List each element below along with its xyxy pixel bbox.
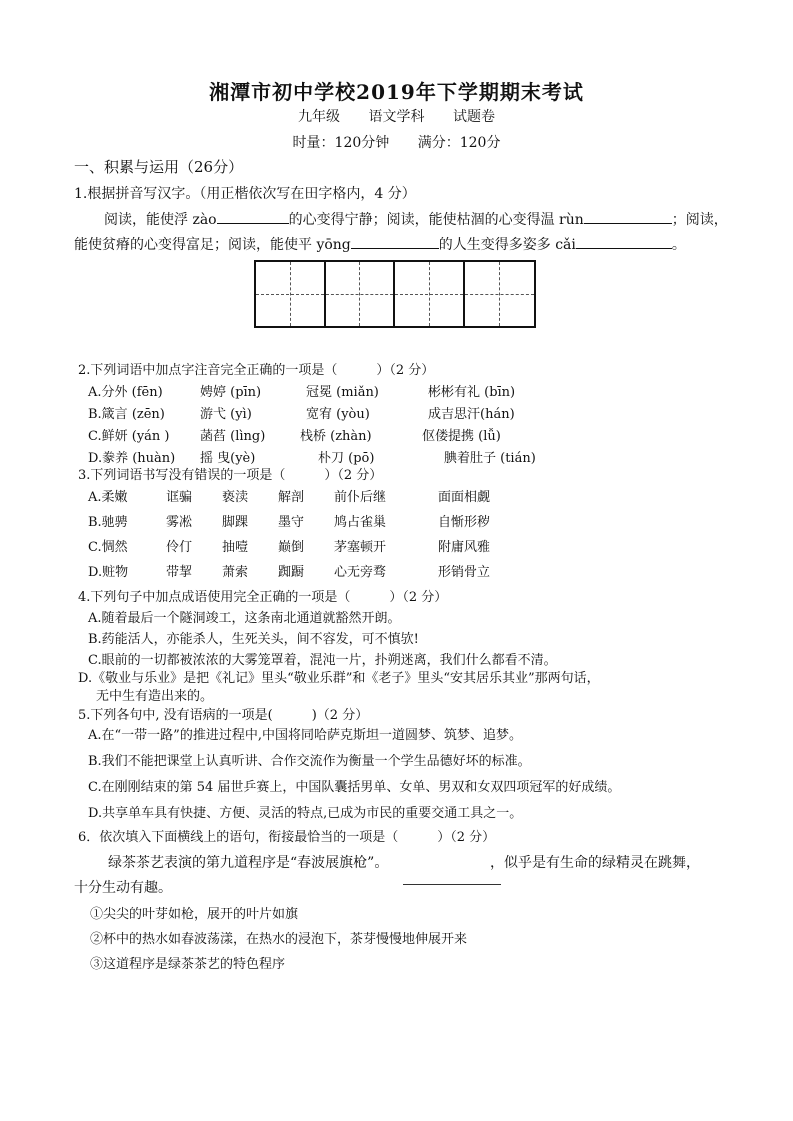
time-label: 时量：120分钟: [292, 135, 390, 151]
q5-option-a: A.在“一带一路”的推进过程中,中国将同哈萨克斯坦一道圆梦、筑梦、追梦。: [88, 728, 522, 743]
exam-meta: [0, 132, 793, 152]
q3-stem: 3.下列词语书写没有错误的一项是（ ）（2 分）: [78, 468, 383, 483]
q5-option-d: D.共享单车具有快捷、方便、灵活的特点,已成为市民的重要交通工具之一。: [88, 806, 523, 821]
answer-blank[interactable]: [351, 234, 439, 249]
q3-option-row: A.柔嫩 诓骗 亵渎 解剖 前仆后继 面面相觑: [88, 490, 491, 505]
q2-stem: 2.下列词语中加点字注音完全正确的一项是（ ）（2 分）: [78, 363, 435, 378]
q2-option-row: C.鲜妍 (yán ) 菡萏 (lìng) 栈桥 (zhàn) 伛偻提携 (lǚ): [88, 429, 501, 444]
answer-blank[interactable]: [584, 209, 672, 224]
answer-blank[interactable]: [217, 209, 289, 224]
q6-sentence-3: ③这道程序是绿茶茶艺的特色程序: [90, 957, 286, 972]
q4-stem: 4.下列句子中加点成语使用完全正确的一项是（ ）（2 分）: [78, 590, 448, 605]
q6-stem: 6．依次填入下面横线上的语句，衔接最恰当的一项是（ ）（2 分）: [78, 830, 496, 845]
q3-option-row: C.惆然 伶仃 抽噎 巅倒 茅塞顿开 附庸风雅: [88, 540, 491, 555]
answer-blank[interactable]: [576, 234, 672, 249]
q4-option-b: B.药能活人，亦能杀人，生死关头，间不容发，可不慎欤!: [88, 632, 419, 647]
q5-option-b: B.我们不能把课堂上认真听讲、合作交流作为衡量一个学生品德好坏的标准。: [88, 754, 531, 769]
tianzige-cell[interactable]: [465, 262, 534, 326]
q5-option-c: C.在刚刚结束的第 54 届世乒赛上，中国队囊括男单、女单、男双和女双四项冠军的好成绩。: [88, 780, 621, 795]
q4-option-d: D.《敬业与乐业》是把《礼记》里头“敬业乐群”和《老子》里头“安其居乐其业”那两句话，: [78, 671, 600, 686]
q6-passage-line1: 绿茶茶艺表演的第九道程序是“春波展旗枪”。: [108, 855, 389, 871]
q6-passage-line2: 十分生动有趣。: [74, 880, 172, 896]
q2-option-row: D.豢养 (huàn) 摇 曳(yè) 朴刀 (pō) 腆着肚子 (tián): [88, 451, 536, 466]
exam-subtitle: [0, 106, 793, 126]
q2-option-row: B.箴言 (zēn) 游弋 (yì) 宽宥 (yòu) 成吉思汗(hán): [88, 407, 515, 422]
q4-option-c: C.眼前的一切都被浓浓的大雾笼罩着，混沌一片，扑朔迷离，我们什么都看不清。: [88, 653, 557, 668]
paper-label: 试题卷: [452, 109, 495, 125]
q6-passage-line1-end: ，似乎是有生命的绿精灵在跳舞，: [490, 855, 700, 871]
tianzige-cell[interactable]: [256, 262, 326, 326]
section-heading: 一、积累与运用（26分）: [74, 158, 244, 176]
q3-option-row: B.驰骋 雾凇 脚踝 墨守 鸠占雀巢 自惭形秽: [88, 515, 491, 530]
subject-label: 语文学科: [368, 109, 425, 125]
q1-stem: 1.根据拼音写汉字。（用正楷依次写在田字格内，4 分）: [74, 186, 416, 202]
grade-label: 九年级: [298, 109, 341, 125]
q3-option-row: D.赃物 带挈 萧索 踟蹰 心无旁骛 形销骨立: [88, 565, 491, 580]
q5-stem: 5.下列各句中, 没有语病的一项是( )（2 分）: [78, 708, 369, 723]
tianzige-cell[interactable]: [395, 262, 465, 326]
tianzige-cell[interactable]: [326, 262, 396, 326]
q1-line2: 能使贫瘠的心变得富足；阅读，能使平 yōng 的人生变得多姿多 cǎi 。: [74, 234, 686, 254]
exam-title: 湘潭市初中学校2019年下学期期末考试: [209, 80, 584, 104]
q4-option-d-cont: 无中生有造出来的。: [96, 689, 214, 704]
q4-option-a: A.随着最后一个隧洞竣工，这条南北通道就豁然开朗。: [88, 611, 401, 626]
q6-sentence-2: ②杯中的热水如春波荡漾，在热水的浸泡下，茶芽慢慢地伸展开来: [90, 932, 468, 947]
q6-sentence-1: ①尖尖的叶芽如枪，展开的叶片如旗: [90, 907, 299, 922]
tianzige-grid[interactable]: [254, 260, 536, 328]
q2-option-row: A.分外 (fēn) 娉婷 (pīn) 冠冕 (miǎn) 彬彬有礼 (bīn): [88, 385, 516, 400]
answer-blank[interactable]: [403, 884, 501, 885]
score-label: 满分：120分: [417, 135, 501, 151]
q1-line1: 阅读，能使浮 zào 的心变得宁静；阅读，能使枯涸的心变得温 rùn ；阅读，: [104, 209, 728, 229]
